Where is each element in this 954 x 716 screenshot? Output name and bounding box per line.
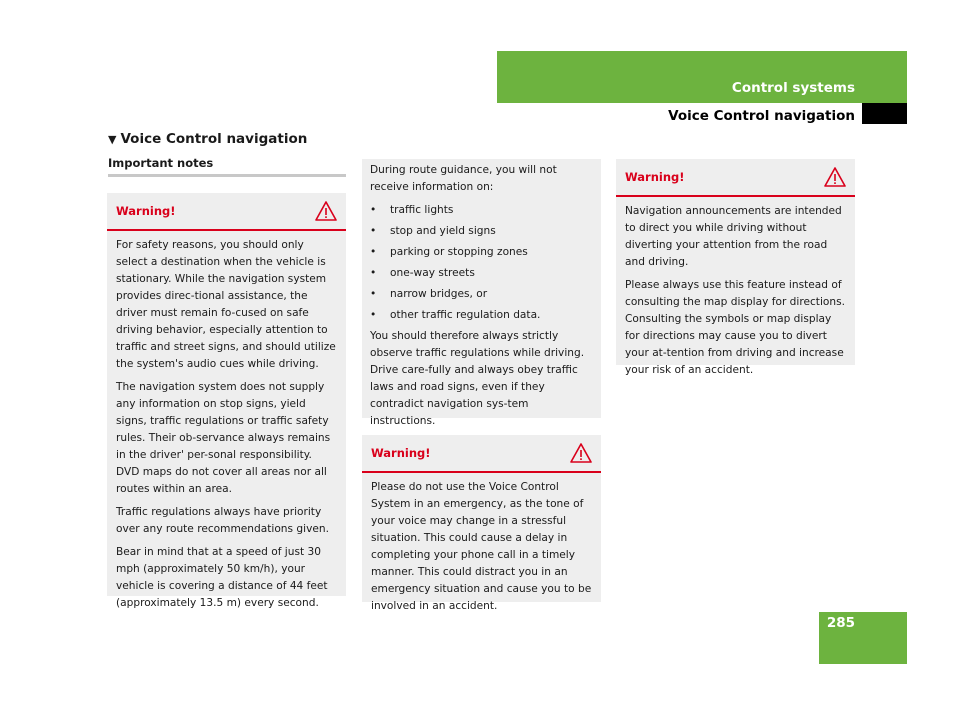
- list-item: • narrow bridges, or: [370, 288, 488, 300]
- list-item: • stop and yield signs: [370, 225, 496, 237]
- paragraph: Bear in mind that at a speed of just 30 mph (approximately 50 km/h), your vehicle is covering a distance of 44 feet (approximately 13.5 m) every second.: [116, 546, 328, 609]
- list-item: • other traffic regulation data.: [370, 309, 541, 321]
- warning-header: [362, 435, 601, 473]
- list-item: • one-way streets: [370, 267, 475, 279]
- section-marker-icon: ▼: [108, 132, 117, 146]
- warning-label: Warning!: [371, 445, 431, 460]
- paragraph: Traffic regulations always have priority over any route recommendations given.: [116, 506, 329, 535]
- bullet-list: [370, 202, 593, 324]
- list-item: • traffic lights: [370, 204, 454, 216]
- warning-body: [616, 197, 855, 391]
- warning-box-emergency: [362, 435, 601, 612]
- warning-header: [107, 193, 346, 231]
- paragraph: Please do not use the Voice Control System in an emergency, as the tone of your voice may change in a stressful situation. This could cause a delay in completing your phone call in a timely manner. This could distract you in an emergency situation and cause you to be involved in an accident.: [371, 481, 592, 612]
- header-section-title: Control systems: [731, 80, 855, 96]
- warning-triangle-icon: [570, 443, 592, 463]
- page-number: 285: [826, 615, 855, 631]
- subsection-important-notes: Important notes: [108, 156, 346, 177]
- header-black-tab: [862, 103, 907, 124]
- section-title: [108, 131, 307, 147]
- warning-body: [362, 473, 601, 627]
- warning-box-safety: [107, 193, 346, 609]
- paragraph: The navigation system does not supply any information on stop signs, yield signs, traffic regulations or traffic safety rules. Their ob-servance always remains in the driver' per-sonal responsibility. DVD maps do not cover all areas nor all routes within an area.: [116, 381, 331, 495]
- outro-text: You should therefore always strictly observe traffic regulations while driving. Drive care-fully and always obey traffic laws and road signs, even if they contradict navigation sys-tem instructions.: [370, 330, 585, 427]
- info-box-route-guidance: [362, 159, 601, 427]
- list-item: • parking or stopping zones: [370, 246, 528, 258]
- warning-label: Warning!: [625, 169, 685, 184]
- paragraph: Please always use this feature instead of consulting the map display for directions. Consulting the symbols or map display for directions may cause you to divert your at-tention from driving and increase your risk of an accident.: [625, 279, 845, 376]
- warning-label: Warning!: [116, 203, 176, 218]
- warning-triangle-icon: [824, 167, 846, 187]
- warning-body: [107, 231, 346, 624]
- warning-box-announcements: [616, 159, 855, 376]
- paragraph: Navigation announcements are intended to direct you while driving without diverting your attention from the road and driving.: [625, 205, 842, 268]
- intro-text: During route guidance, you will not receive information on:: [370, 164, 557, 193]
- warning-header: [616, 159, 855, 197]
- warning-triangle-icon: [315, 201, 337, 221]
- paragraph: For safety reasons, you should only select a destination when the vehicle is stationary. While the navigation system provides direc-tional assistance, the driver must remain fo-cused on safe driving behavior, especially attention to traffic and street signs, and should utilize the system's audio cues while driving.: [116, 239, 336, 370]
- section-title-text: Voice Control navigation: [120, 131, 308, 147]
- header-subsection-title: Voice Control navigation: [668, 108, 855, 124]
